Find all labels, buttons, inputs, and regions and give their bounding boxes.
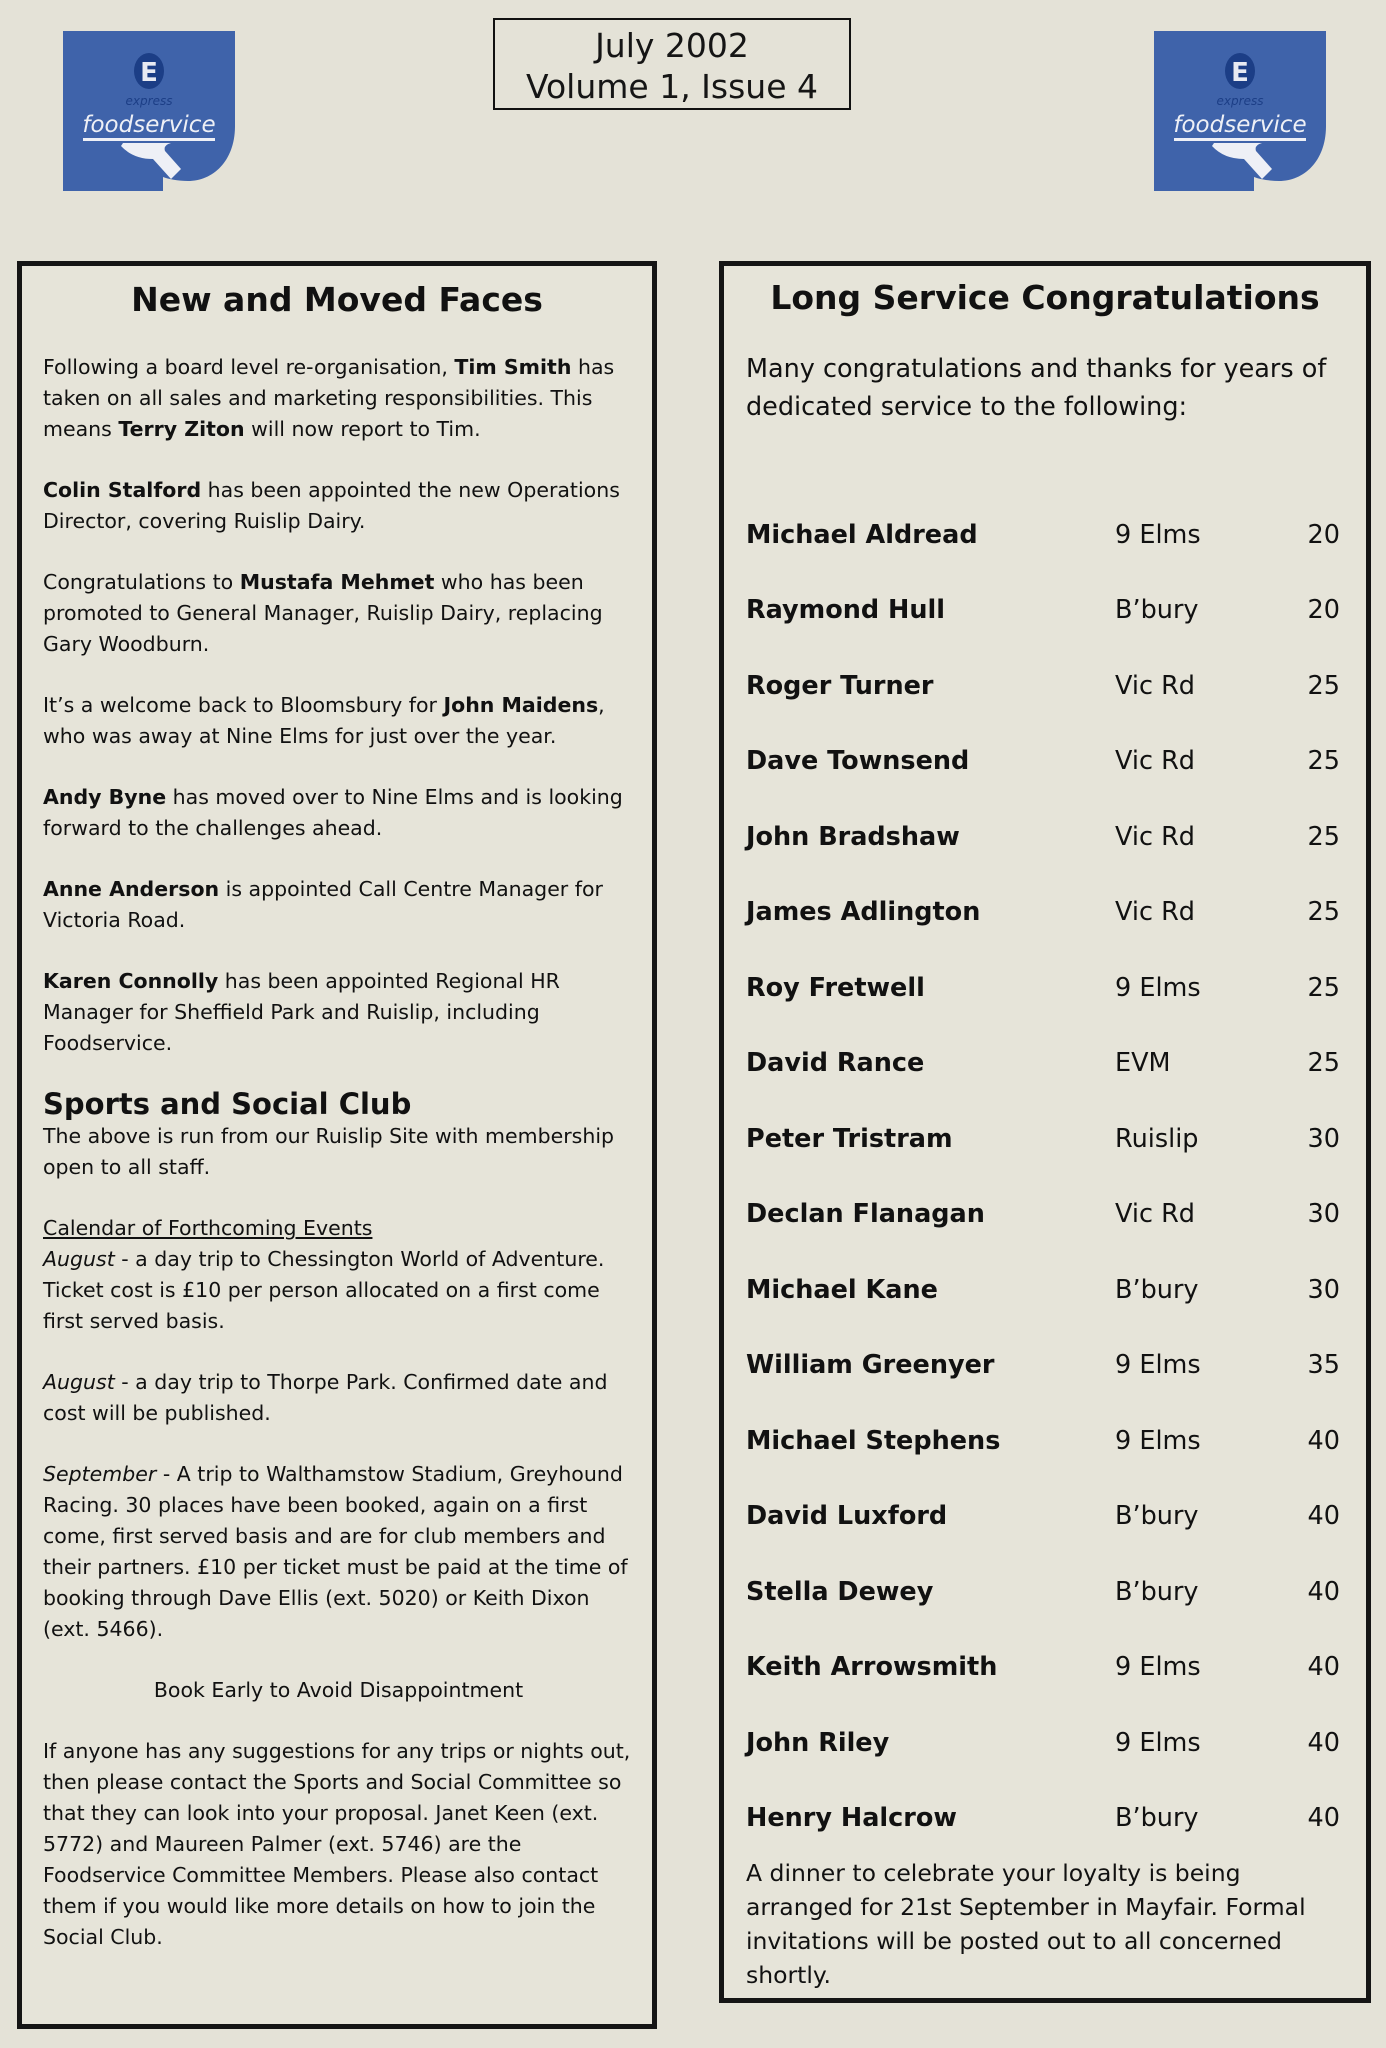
paragraph-anne-anderson: Anne Anderson is appointed Call Centre Manager for Victoria Road. (43, 877, 603, 932)
svg-text:express: express (1216, 94, 1264, 108)
service-years: 25 (1307, 897, 1340, 928)
service-years: 25 (1307, 1048, 1340, 1079)
issue-volume: Volume 1, Issue 4 (525, 67, 819, 106)
new-and-moved-body (43, 352, 634, 1983)
list-item (746, 1781, 1340, 1857)
list-item (746, 950, 1340, 1026)
svg-text:E: E (140, 58, 158, 88)
employee-site: B’bury (1115, 1803, 1199, 1834)
employee-name: Peter Tristram (746, 1123, 953, 1154)
new-and-moved-faces-panel (17, 261, 657, 2029)
list-item (746, 1177, 1340, 1253)
service-years: 20 (1307, 595, 1340, 626)
foodservice-logo-icon (63, 31, 235, 191)
long-service-title: Long Service Congratulations (770, 278, 1320, 317)
service-years: 30 (1307, 1123, 1340, 1154)
employee-name: John Bradshaw (746, 821, 960, 852)
list-item (746, 1403, 1340, 1479)
employee-site: 9 Elms (1115, 1652, 1201, 1683)
employee-site: Vic Rd (1115, 897, 1195, 928)
employee-name: Roy Fretwell (746, 972, 925, 1003)
service-years: 25 (1307, 670, 1340, 701)
employee-site: 9 Elms (1115, 1350, 1201, 1381)
foodservice-logo-icon (1154, 31, 1326, 191)
employee-site: Vic Rd (1115, 746, 1195, 777)
service-years: 25 (1307, 746, 1340, 777)
paragraph-karen-connolly: Karen Connolly has been appointed Regional HR Manager for Sheffield Park and Ruislip, including Foodservice. (43, 969, 560, 1055)
sports-social-intro: The above is run from our Ruislip Site with membership open to all staff. (43, 1124, 615, 1179)
service-years: 40 (1307, 1425, 1340, 1456)
new-and-moved-faces-title: New and Moved Faces (131, 280, 543, 319)
employee-name: Michael Aldread (746, 519, 978, 550)
employee-site: B’bury (1115, 1501, 1199, 1532)
list-item (746, 1554, 1340, 1630)
event-walthamstow: September - A trip to Walthamstow Stadium, Greyhound Racing. 30 places have been booked, again on a first come, first served basis and are for club members and their partners. £10 per ticket must be paid at the time of booking through Dave Ellis (ext. 5020) or Keith Dixon (ext. 5466). (43, 1462, 628, 1641)
employee-site: Vic Rd (1115, 821, 1195, 852)
list-item (746, 875, 1340, 951)
book-early-note: Book Early to Avoid Disappointment (153, 1678, 524, 1702)
employee-name: John Riley (746, 1727, 890, 1758)
list-item (746, 1630, 1340, 1706)
calendar-heading: Calendar of Forthcoming Events (43, 1216, 373, 1240)
employee-site: 9 Elms (1115, 1727, 1201, 1758)
employee-name: Stella Dewey (746, 1576, 934, 1607)
event-chessington: August - a day trip to Chessington World of Adventure. Ticket cost is £10 per person allocated on a first come first served basis. (43, 1247, 605, 1333)
employee-site: 9 Elms (1115, 1425, 1201, 1456)
foodservice-logo-right (1154, 31, 1326, 191)
sports-social-closing: If anyone has any suggestions for any trips or nights out, then please contact the Sports and Social Committee so that they can look into your proposal. Janet Keen (ext. 5772) and Maureen Palmer (ext. 5746) are the Foodservice Committee Members. Please also contact them if you would like more details on how to join the Social Club. (43, 1739, 631, 1949)
foodservice-logo-left (63, 31, 235, 191)
svg-text:E: E (1231, 58, 1249, 88)
list-item (746, 1026, 1340, 1102)
employee-site: B’bury (1115, 1576, 1199, 1607)
list-item (746, 724, 1340, 800)
service-years: 40 (1307, 1501, 1340, 1532)
employee-name: Michael Kane (746, 1274, 938, 1305)
long-service-panel (719, 261, 1371, 2003)
svg-text:foodservice: foodservice (1173, 112, 1307, 138)
paragraph-tim-smith: Following a board level re-organisation, Tim Smith has taken on all sales and marketing responsibilities. This means Terry Ziton will now report to Tim. (43, 355, 615, 441)
employee-name: David Rance (746, 1048, 925, 1079)
service-years: 20 (1307, 519, 1340, 550)
employee-name: Roger Turner (746, 670, 934, 701)
service-years: 40 (1307, 1652, 1340, 1683)
svg-text:foodservice: foodservice (82, 112, 216, 138)
service-years: 40 (1307, 1803, 1340, 1834)
list-item (746, 1479, 1340, 1555)
list-item (746, 573, 1340, 649)
list-item (746, 1101, 1340, 1177)
service-years: 40 (1307, 1576, 1340, 1607)
list-item (746, 648, 1340, 724)
long-service-closing: A dinner to celebrate your loyalty is being arranged for 21st September in Mayfair. Formal invitations will be posted out to all concerned shortly. (746, 1859, 1306, 1989)
employee-name: Declan Flanagan (746, 1199, 985, 1230)
employee-site: Vic Rd (1115, 670, 1195, 701)
service-years: 25 (1307, 972, 1340, 1003)
employee-name: Raymond Hull (746, 595, 946, 626)
employee-name: Michael Stephens (746, 1425, 1001, 1456)
list-item (746, 799, 1340, 875)
employee-name: Dave Townsend (746, 746, 970, 777)
sports-social-title: Sports and Social Club (43, 1087, 412, 1121)
issue-info-box (493, 18, 851, 110)
employee-name: James Adlington (746, 897, 981, 928)
list-item (746, 1328, 1340, 1404)
long-service-intro: Many congratulations and thanks for years of dedicated service to the following: (746, 354, 1327, 422)
paragraph-john-maidens: It’s a welcome back to Bloomsbury for John Maidens, who was away at Nine Elms for just over the year. (43, 693, 605, 748)
service-years: 35 (1307, 1350, 1340, 1381)
employee-name: Keith Arrowsmith (746, 1652, 998, 1683)
employee-site: Vic Rd (1115, 1199, 1195, 1230)
employee-name: David Luxford (746, 1501, 948, 1532)
employee-site: EVM (1115, 1048, 1171, 1079)
employee-name: Henry Halcrow (746, 1803, 957, 1834)
long-service-list (746, 497, 1340, 1856)
employee-site: 9 Elms (1115, 972, 1201, 1003)
event-thorpe-park: August - a day trip to Thorpe Park. Confirmed date and cost will be published. (43, 1370, 608, 1425)
employee-site: B’bury (1115, 595, 1199, 626)
service-years: 30 (1307, 1274, 1340, 1305)
list-item (746, 1705, 1340, 1781)
service-years: 25 (1307, 821, 1340, 852)
employee-site: B’bury (1115, 1274, 1199, 1305)
svg-text:express: express (125, 94, 173, 108)
list-item (746, 1252, 1340, 1328)
issue-date: July 2002 (595, 26, 749, 65)
service-years: 40 (1307, 1727, 1340, 1758)
paragraph-colin-stalford: Colin Stalford has been appointed the new Operations Director, covering Ruislip Dairy. (43, 478, 620, 533)
employee-site: 9 Elms (1115, 519, 1201, 550)
list-item (746, 497, 1340, 573)
service-years: 30 (1307, 1199, 1340, 1230)
employee-name: William Greenyer (746, 1350, 995, 1381)
paragraph-andy-byne: Andy Byne has moved over to Nine Elms and is looking forward to the challenges ahead. (43, 785, 623, 840)
paragraph-mustafa-mehmet: Congratulations to Mustafa Mehmet who has been promoted to General Manager, Ruislip Dairy, replacing Gary Woodburn. (43, 570, 603, 656)
employee-site: Ruislip (1115, 1123, 1199, 1154)
